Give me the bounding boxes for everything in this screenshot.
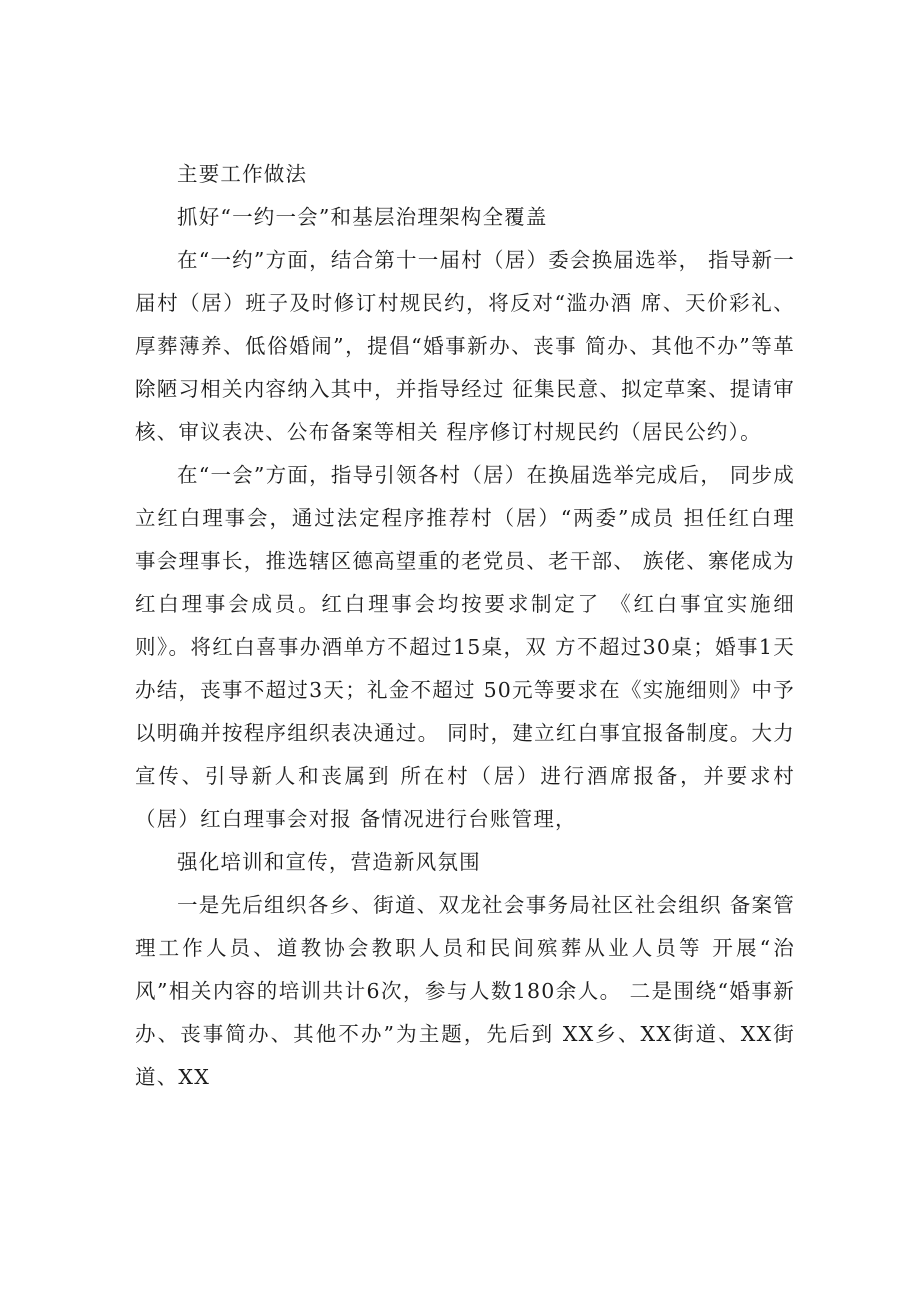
subheading-one-pact-one-council: 抓好“一约一会”和基层治理架构全覆盖 (177, 205, 548, 229)
section-heading-main-work: 主要工作做法 (177, 162, 308, 186)
paragraph-one-council: 在“一会”方面，指导引领各村（居）在换届选举完成后， 同步成立红白理事会，通过法定程序推荐村（居）“两委”成员 担任红白理事会理事长，推选辖区德高望重的老党员、老干部、 族佬、寨佬成为红白理事会成员。红白理事会均按要求制定了 《红白事宜实施细则》。将红白喜事办酒单方不超过15桌，双 方不超过30桌；婚事1天办结，丧事不超过3天；礼金不超过 50元等要求在《实施细则》中予以明确并按程序组织表决通过。 同时，建立红白事宜报备制度。大力宣传、引导新人和丧属到 所在村（居）进行酒席报备，并要求村（居）红白理事会对报 备情况进行台账管理， (135, 463, 795, 831)
subheading-training-publicity: 强化培训和宣传，营造新风氛围 (177, 850, 481, 874)
document-body (135, 153, 795, 1099)
paragraph-one-pact: 在“一约”方面，结合第十一届村（居）委会换届选举， 指导新一届村（居）班子及时修订村规民约，将反对“滥办酒 席、天价彩礼、厚葬薄养、低俗婚闹”，提倡“婚事新办、丧事 简办、其他不办”等革除陋习相关内容纳入其中，并指导经过 征集民意、拟定草案、提请审核、审议表决、公布备案等相关 程序修订村规民约（居民公约）。 (135, 248, 795, 444)
paragraph-training: 一是先后组织各乡、街道、双龙社会事务局社区社会组织 备案管理工作人员、道教协会教职人员和民间殡葬从业人员等 开展“治风”相关内容的培训共计6次，参与人数180余人。 二是围绕“婚事新办、丧事简办、其他不办”为主题，先后到 XX乡、XX街道、XX街道、XX (135, 893, 795, 1089)
